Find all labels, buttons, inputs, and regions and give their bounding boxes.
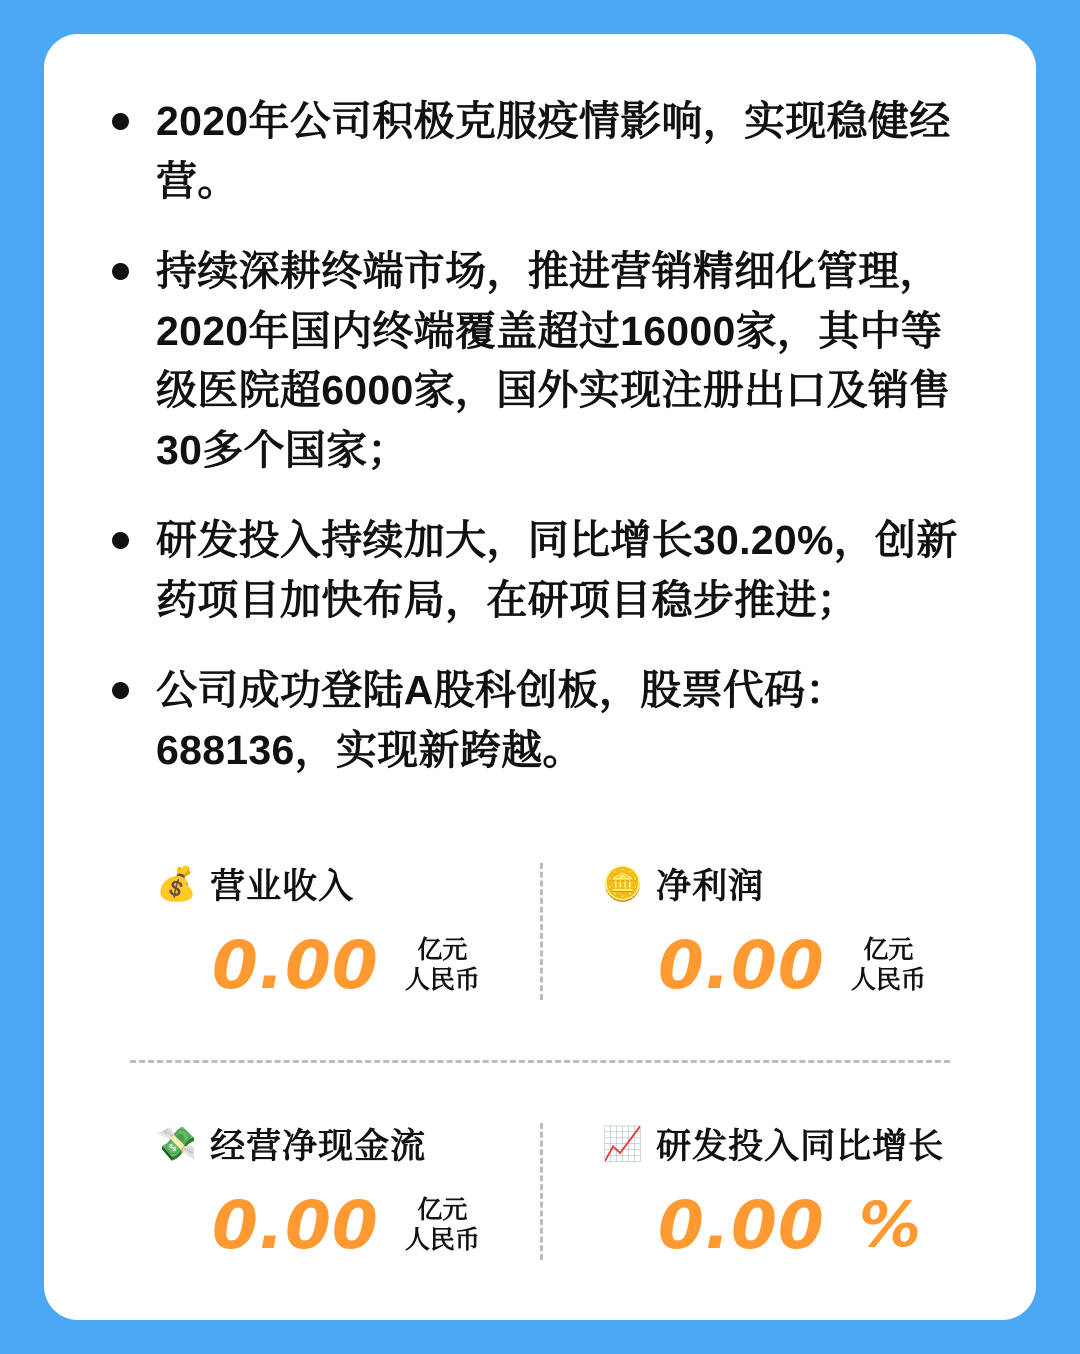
metric-unit-line2: 人民币 xyxy=(404,1226,480,1255)
metric-label: 经营净现金流 xyxy=(210,1126,427,1166)
list-item-text: 公司成功登陆A股科创板，股票代码：688136，实现新跨越。 xyxy=(156,666,847,773)
metric-unit-percent: % xyxy=(858,1188,921,1262)
metric-value-row xyxy=(602,927,976,1004)
metric-value-row xyxy=(156,1187,540,1264)
list-item-text: 持续深耕终端市场，推进营销精细化管理，2020年国内终端覆盖超过16000家，其中等级医院超6000家，国外实现注册出口及销售30多个国家； xyxy=(156,247,951,474)
metric-unit-line1: 亿元 xyxy=(417,1195,468,1224)
metric-unit-line1: 亿元 xyxy=(417,935,468,964)
metric-header xyxy=(602,1119,976,1169)
metric-label: 净利润 xyxy=(656,866,765,906)
list-item-text: 2020年公司积极克服疫情影响，实现稳健经营。 xyxy=(156,98,951,204)
list-item xyxy=(104,661,976,781)
bullet-dot-icon xyxy=(112,263,129,280)
highlights-list xyxy=(104,92,976,781)
metric-label: 营业收入 xyxy=(210,866,355,906)
metric-value: 0.00 xyxy=(658,926,825,1004)
metric-value-row xyxy=(156,927,540,1004)
metric-unit-line1: 亿元 xyxy=(863,935,914,964)
coins-icon: 🪙 xyxy=(602,865,645,903)
chart-increasing-icon: 📈 xyxy=(602,1125,645,1163)
metrics-section xyxy=(104,859,976,1264)
metric-rd-growth xyxy=(540,1119,976,1264)
metric-unit xyxy=(405,935,480,996)
list-item-text: 研发投入持续加大，同比增长30.20%，创新药项目加快布局，在研项目稳步推进； xyxy=(156,517,958,624)
metrics-row-top xyxy=(104,859,976,1004)
row-spacer xyxy=(104,1063,976,1119)
content-card xyxy=(44,34,1036,1320)
metric-value: 0.00 xyxy=(658,1186,825,1264)
metric-label: 研发投入同比增长 xyxy=(656,1126,945,1166)
metric-header xyxy=(156,859,540,909)
bullet-dot-icon xyxy=(112,532,129,549)
metric-operating-cash-flow xyxy=(104,1119,540,1264)
metric-value-row xyxy=(602,1187,976,1264)
bullet-dot-icon xyxy=(112,682,129,699)
metric-net-profit xyxy=(540,859,976,1004)
metric-unit xyxy=(405,1195,480,1256)
money-with-wings-icon: 💸 xyxy=(156,1125,199,1163)
metric-unit-line2: 人民币 xyxy=(404,966,480,995)
metric-header xyxy=(156,1119,540,1169)
list-item xyxy=(104,511,976,631)
metric-revenue xyxy=(104,859,540,1004)
bullet-dot-icon xyxy=(112,113,129,130)
metric-value: 0.00 xyxy=(212,1186,379,1264)
list-item xyxy=(104,242,976,481)
money-bag-icon: 💰 xyxy=(156,865,199,903)
metric-unit-line2: 人民币 xyxy=(850,966,926,995)
metric-header xyxy=(602,859,976,909)
metrics-row-bottom xyxy=(104,1119,976,1264)
metric-unit xyxy=(851,935,926,996)
list-item xyxy=(104,92,976,212)
metric-value: 0.00 xyxy=(212,926,379,1004)
